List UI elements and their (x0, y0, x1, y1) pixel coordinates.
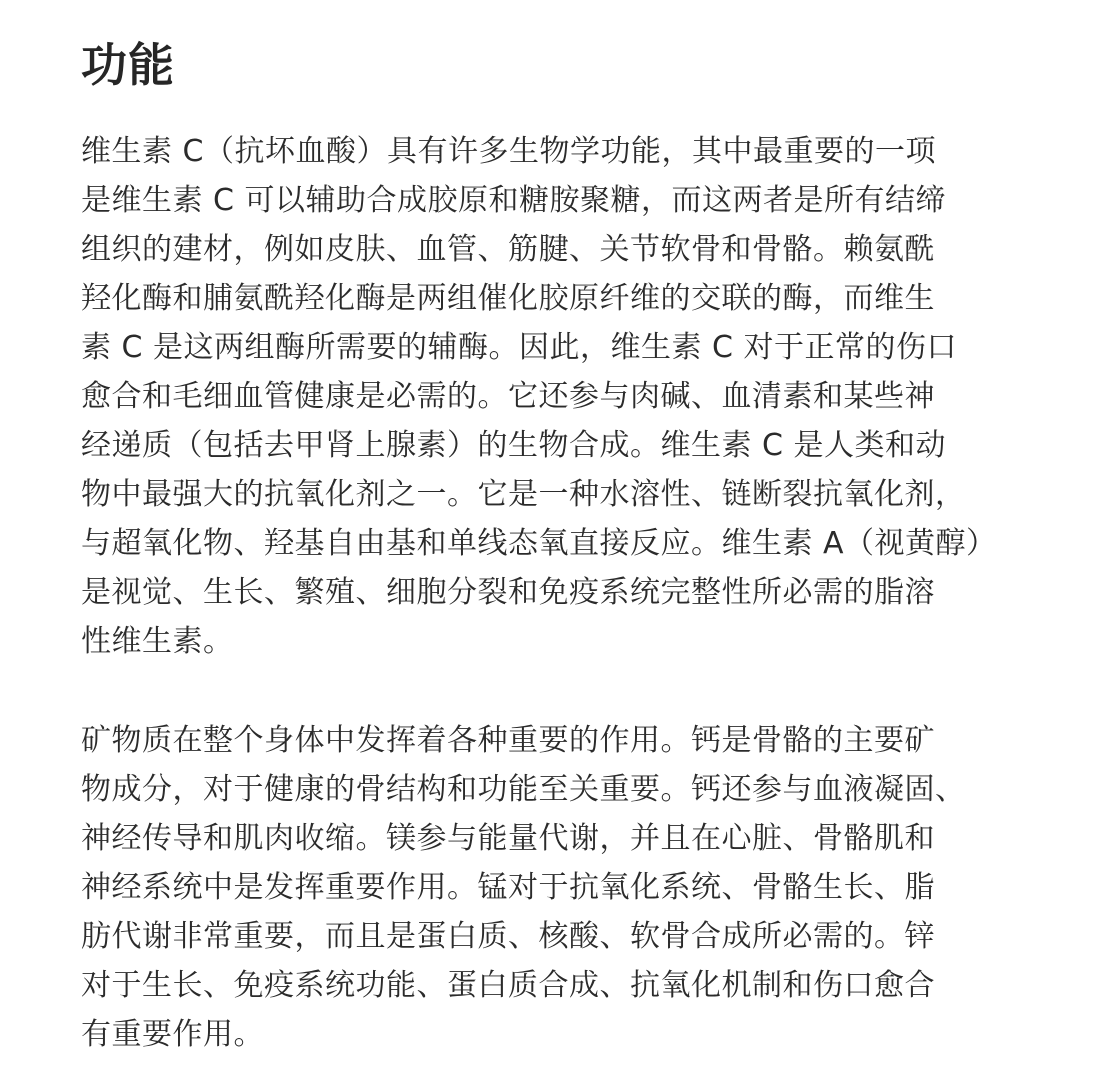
text-line: 素 C 是这两组酶所需要的辅酶。因此，维生素 C 对于正常的伤口 (81, 330, 958, 365)
section-title: 功能 (81, 38, 175, 92)
text-line: 愈合和毛细血管健康是必需的。它还参与肉碱、血清素和某些神 (81, 379, 935, 414)
article (81, 32, 1026, 1059)
paragraph-minerals (81, 716, 1026, 1059)
text-line: 与超氧化物、羟基自由基和单线态氧直接反应。维生素 A（视黄醇） (81, 526, 997, 561)
text-line: 经递质（包括去甲肾上腺素）的生物合成。维生素 C 是人类和动 (81, 428, 947, 463)
text-line: 性维生素。 (81, 624, 234, 659)
text-line: 维生素 C（抗坏血酸）具有许多生物学功能，其中最重要的一项 (81, 134, 936, 169)
text-line: 是维生素 C 可以辅助合成胶原和糖胺聚糖，而这两者是所有结缔 (81, 183, 947, 218)
text-line: 神经系统中是发挥重要作用。锰对于抗氧化系统、骨骼生长、脂 (81, 870, 935, 905)
text-line: 羟化酶和脯氨酰羟化酶是两组催化胶原纤维的交联的酶，而维生 (81, 281, 935, 316)
text-line: 肪代谢非常重要，而且是蛋白质、核酸、软骨合成所必需的。锌 (81, 919, 935, 954)
paragraph-vitamins (81, 127, 1026, 666)
text-line: 对于生长、免疫系统功能、蛋白质合成、抗氧化机制和伤口愈合 (81, 968, 935, 1003)
text-line: 矿物质在整个身体中发挥着各种重要的作用。钙是骨骼的主要矿 (81, 723, 935, 758)
text-line: 组织的建材，例如皮肤、血管、筋腱、关节软骨和骨骼。赖氨酰 (81, 232, 935, 267)
text-line: 有重要作用。 (81, 1017, 264, 1052)
text-line: 物成分，对于健康的骨结构和功能至关重要。钙还参与血液凝固、 (81, 772, 966, 807)
text-line: 是视觉、生长、繁殖、细胞分裂和免疫系统完整性所必需的脂溶 (81, 575, 935, 610)
text-line: 物中最强大的抗氧化剂之一。它是一种水溶性、链断裂抗氧化剂， (81, 477, 966, 512)
text-line: 神经传导和肌肉收缩。镁参与能量代谢，并且在心脏、骨骼肌和 (81, 821, 935, 856)
